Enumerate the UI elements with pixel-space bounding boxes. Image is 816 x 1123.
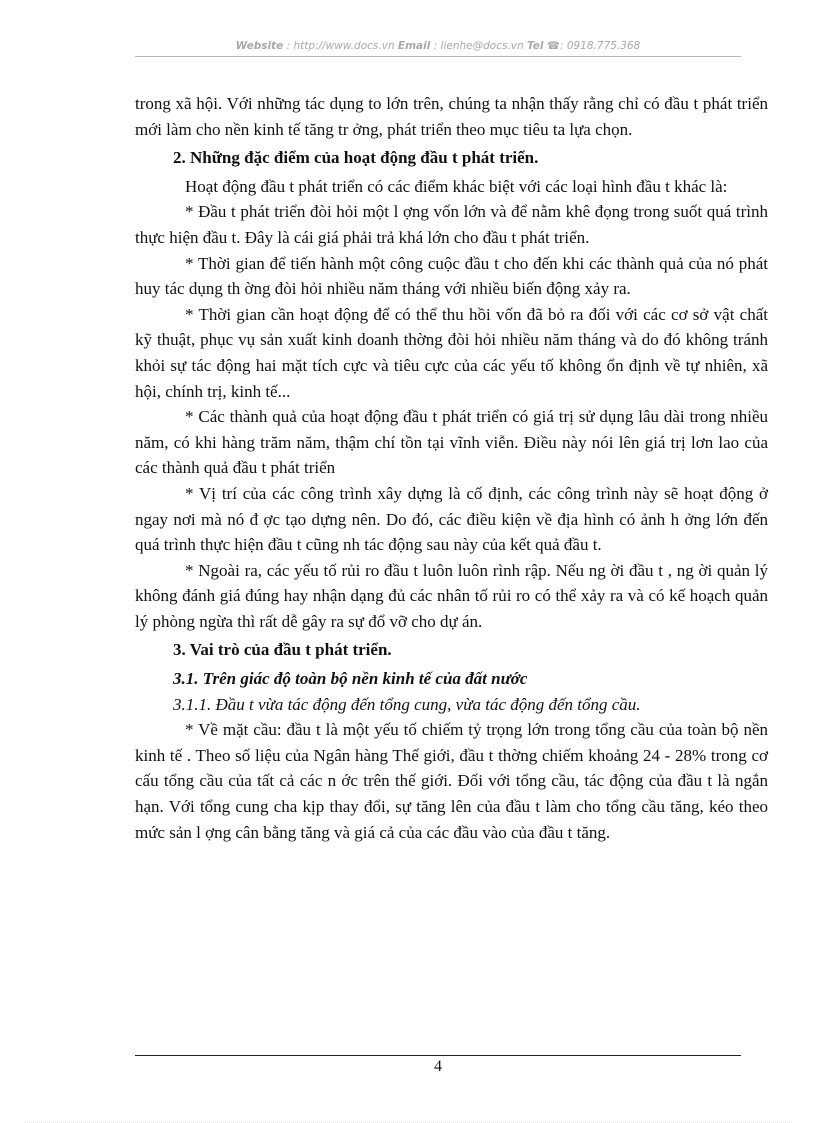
paragraph-intro: trong xã hội. Với những tác dụng to lớn trên, chúng ta nhận thấy rằng chỉ có đầu t phát triển mới làm cho nền kinh tế tăng tr ởng, phát triển theo mục tiêu ta lựa chọn. [135, 94, 768, 139]
paragraph-3-1: * Về mặt cầu: đầu t là một yếu tố chiếm tỷ trọng lớn trong tổng cầu của toàn bộ nền kinh tế . Theo số liệu của Ngân hàng Thế giới, đầu t thờng chiếm khoảng 24 - 28% trong cơ cấu tổng cầu của tất cả các n ớc trên thế giới. Đối với tổng cầu, tác động của đầu t là ngắn hạn. Với tổng cung cha kịp thay đổi, sự tăng lên của đầu t làm cho tổng cầu tăng, kéo theo mức sản l ợng cân bằng tăng và giá cả của các đầu vào của đầu t tăng. [135, 720, 768, 842]
website-label: Website [235, 40, 284, 52]
paragraph-2-2: * Thời gian để tiến hành một công cuộc đầu t cho đến khi các thành quả của nó phát huy tác dụng th ờng đòi hỏi nhiều năm tháng với nhiều biến động xảy ra. [135, 253, 768, 299]
tel-label: Tel [527, 40, 544, 52]
footer-divider [135, 1055, 741, 1056]
email-value: : lienhe@docs.vn [433, 40, 524, 52]
website-value: : http://www.docs.vn [286, 40, 395, 52]
paragraph-2-intro: Hoạt động đầu t phát triển có các điểm khác biệt với các loại hình đầu t khác là: [185, 176, 728, 196]
document-body [135, 91, 768, 845]
subsection-heading-3-1-1: 3.1.1. Đầu t vừa tác động đến tổng cung, vừa tác động đến tổng cầu. [173, 694, 641, 714]
paragraph-2-3: * Thời gian cần hoạt động để có thể thu hồi vốn đã bỏ ra đối với các cơ sở vật chất kỹ thuật, phục vụ sản xuất kinh doanh thờng đòi hỏi nhiều năm tháng và do đó không tránh khỏi sự tác động hai mặt tích cực và tiêu cực của các yếu tố không ổn định về tự nhiên, xã hội, chính trị, kinh tế... [135, 304, 768, 401]
section-heading-3: 3. Vai trò của đầu t phát triển. [173, 640, 392, 660]
paragraph-2-1: * Đầu t phát triển đòi hỏi một l ợng vốn lớn và để nằm khê đọng trong suốt quá trình thực hiện đầu t. Đây là cái giá phải trả khá lớn cho đầu t phát triển. [135, 202, 768, 247]
paragraph-2-6: * Ngoài ra, các yếu tố rủi ro đầu t luôn luôn rình rập. Nếu ng ời đầu t , ng ời quản lý không đánh giá đúng hay nhận dạng đủ các nhân tố rủi ro có thể xảy ra và có kế hoạch quản lý phòng ngừa thì rất dễ gây ra sự đổ vỡ cho dự án. [135, 560, 768, 631]
email-label: Email [397, 40, 431, 52]
section-heading-2: 2. Những đặc điểm của hoạt động đầu t phát triển. [173, 148, 539, 168]
tel-value: ☎: 0918.775.368 [546, 40, 641, 52]
header-divider [135, 56, 741, 57]
paragraph-2-4: * Các thành quả của hoạt động đầu t phát triển có giá trị sử dụng lâu dài trong nhiều năm, có khi hàng trăm năm, thậm chí tồn tại vĩnh viễn. Điều này nói lên giá trị lơn lao của các thành quả đầu t phát triển [135, 407, 768, 478]
page-header [135, 40, 741, 52]
page-number: 4 [434, 1058, 442, 1075]
subsection-heading-3-1: 3.1. Trên giác độ toàn bộ nền kinh tế của đất nước [173, 669, 528, 689]
paragraph-2-5: * Vị trí của các công trình xây dựng là cố định, các công trình này sẽ hoạt động ở ngay nơi mà nó đ ợc tạo dựng nên. Do đó, các điều kiện về địa hình có ảnh h ởng lớn đến quá trình thực hiện đầu t cũng nh tác động sau này của kết quả đầu t. [135, 483, 768, 555]
